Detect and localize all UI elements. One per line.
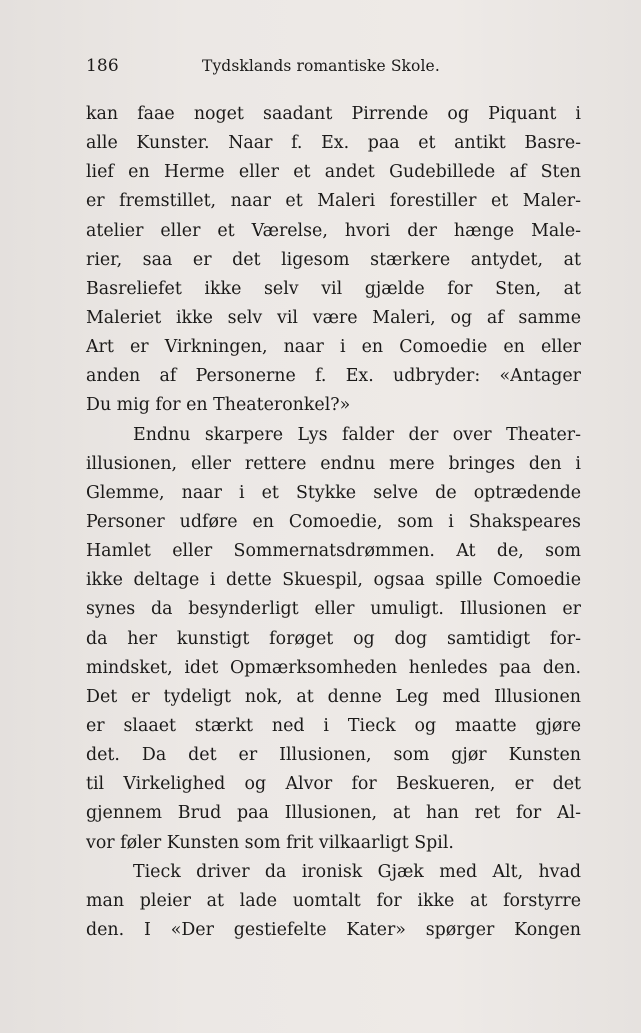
text-line: Maleriet ikke selv vil være Maleri, og af samme (86, 307, 581, 328)
text-line: man pleier at lade uomtalt for ikke at forstyrre (86, 890, 581, 911)
text-line: Tieck driver da ironisk Gjæk med Alt, hvad (133, 861, 581, 882)
text-line: kan faae noget saadant Pirrende og Piquant i (86, 104, 581, 124)
text-line: mindsket, idet Opmærksomheden henledes paa den. (86, 657, 581, 678)
text-line: vor føler Kunsten som frit vilkaarligt Spil. (86, 832, 454, 853)
text-line: lief en Herme eller et andet Gudebillede af Sten (86, 162, 581, 183)
text-line: den. I «Der gestiefelte Kater» spørger Kongen (86, 919, 581, 940)
text-line: er slaaet stærkt ned i Tieck og maatte gjøre (86, 715, 581, 736)
text-line: illusionen, eller rettere endnu mere bringes den i (86, 453, 581, 474)
text-line: da her kunstigt forøget og dog samtidigt for- (86, 628, 581, 649)
page-header (86, 56, 581, 82)
text-line: Personer udføre en Comoedie, som i Shakspeares (86, 511, 581, 532)
text-line: Glemme, naar i et Stykke selve de optrædende (86, 482, 581, 503)
text-line: Det er tydeligt nok, at denne Leg med Illusionen (86, 686, 581, 707)
text-line: anden af Personerne f. Ex. udbryder: «Antager (86, 366, 581, 387)
text-line: gjennem Brud paa Illusionen, at han ret for Al- (86, 803, 581, 824)
running-title: Tydsklands romantiske Skole. (202, 57, 440, 75)
text-line: ikke deltage i dette Skuespil, ogsaa spille Comoedie (86, 570, 581, 591)
body-text (86, 100, 581, 945)
text-line: rier, saa er det ligesom stærkere antydet, at (86, 249, 581, 270)
page-number: 186 (86, 56, 119, 76)
text-line: Basreliefet ikke selv vil gjælde for Sten, at (86, 278, 581, 299)
text-line: til Virkelighed og Alvor for Beskueren, er det (86, 774, 581, 795)
text-line: synes da besynderligt eller umuligt. Illusionen er (86, 599, 581, 620)
text-line: Hamlet eller Sommernatsdrømmen. At de, som (86, 541, 581, 562)
text-line: Art er Virkningen, naar i en Comoedie en eller (86, 337, 581, 358)
text-line: er fremstillet, naar et Maleri forestiller et Maler- (86, 191, 581, 212)
text-line: Endnu skarpere Lys falder der over Theater- (133, 424, 581, 445)
text-line: atelier eller et Værelse, hvori der hænge Male- (86, 220, 581, 241)
text-line: Du mig for en Theateronkel?» (86, 395, 351, 416)
text-line: det. Da det er Illusionen, som gjør Kunsten (86, 745, 581, 766)
text-line: alle Kunster. Naar f. Ex. paa et antikt Basre- (86, 133, 581, 154)
